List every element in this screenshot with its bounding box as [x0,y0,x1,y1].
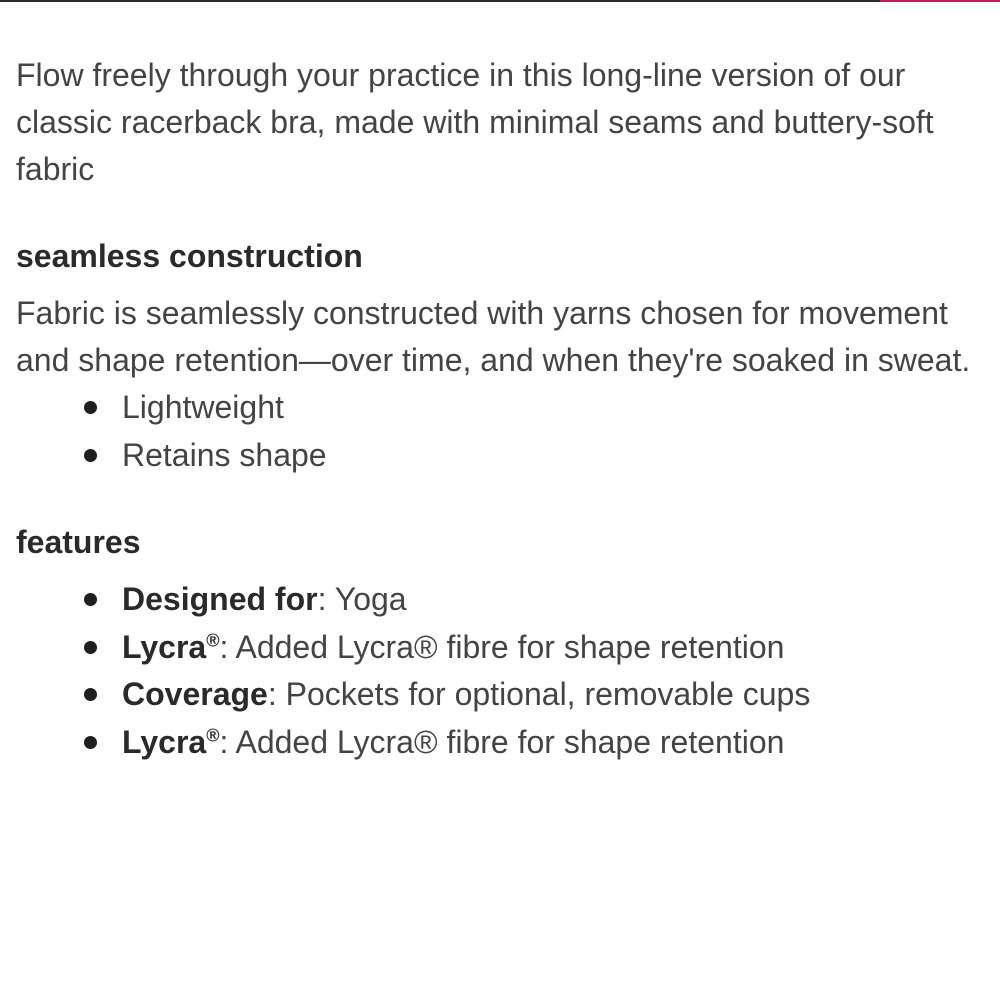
bullet-icon [84,593,97,606]
seamless-heading: seamless construction [16,238,363,274]
bullet-icon [84,401,97,414]
intro-text: Flow freely through your practice in this long-line version of our classic racerback bra, made with minimal seams and buttery-soft fabric [16,57,934,187]
feature-term: Lycra [122,723,207,760]
seamless-section [16,233,976,479]
feature-term-reg: ® [206,629,220,650]
feature-item [122,576,976,624]
feature-term: Coverage [122,676,268,712]
product-description [16,52,976,766]
feature-value: : Yoga [317,581,407,617]
features-bullet-list [16,576,976,766]
list-item-label: Lightweight [122,389,284,425]
seamless-body: Fabric is seamlessly constructed with yarns chosen for movement and shape retention—over time, and when they're soaked in sweat. [16,295,971,378]
features-section [16,519,976,766]
feature-item [122,624,976,672]
feature-value: : Added Lycra® fibre for shape retention [219,723,785,760]
list-item [122,384,976,432]
bullet-icon [84,736,97,749]
feature-item [122,671,976,719]
list-item [122,432,976,480]
feature-value: : Pockets for optional, removable cups [267,676,811,712]
feature-term: Designed for [122,581,318,617]
top-divider [0,0,1000,2]
feature-value: : Added Lycra® fibre for shape retention [219,628,785,665]
bullet-icon [84,688,97,701]
features-heading: features [16,524,141,560]
feature-item [122,719,976,767]
seamless-bullet-list [16,384,976,479]
bullet-icon [84,449,97,462]
feature-term-reg: ® [206,724,220,745]
feature-term: Lycra [122,628,207,665]
active-tab-indicator [880,0,1000,2]
bullet-icon [84,641,97,654]
list-item-label: Retains shape [122,436,327,473]
